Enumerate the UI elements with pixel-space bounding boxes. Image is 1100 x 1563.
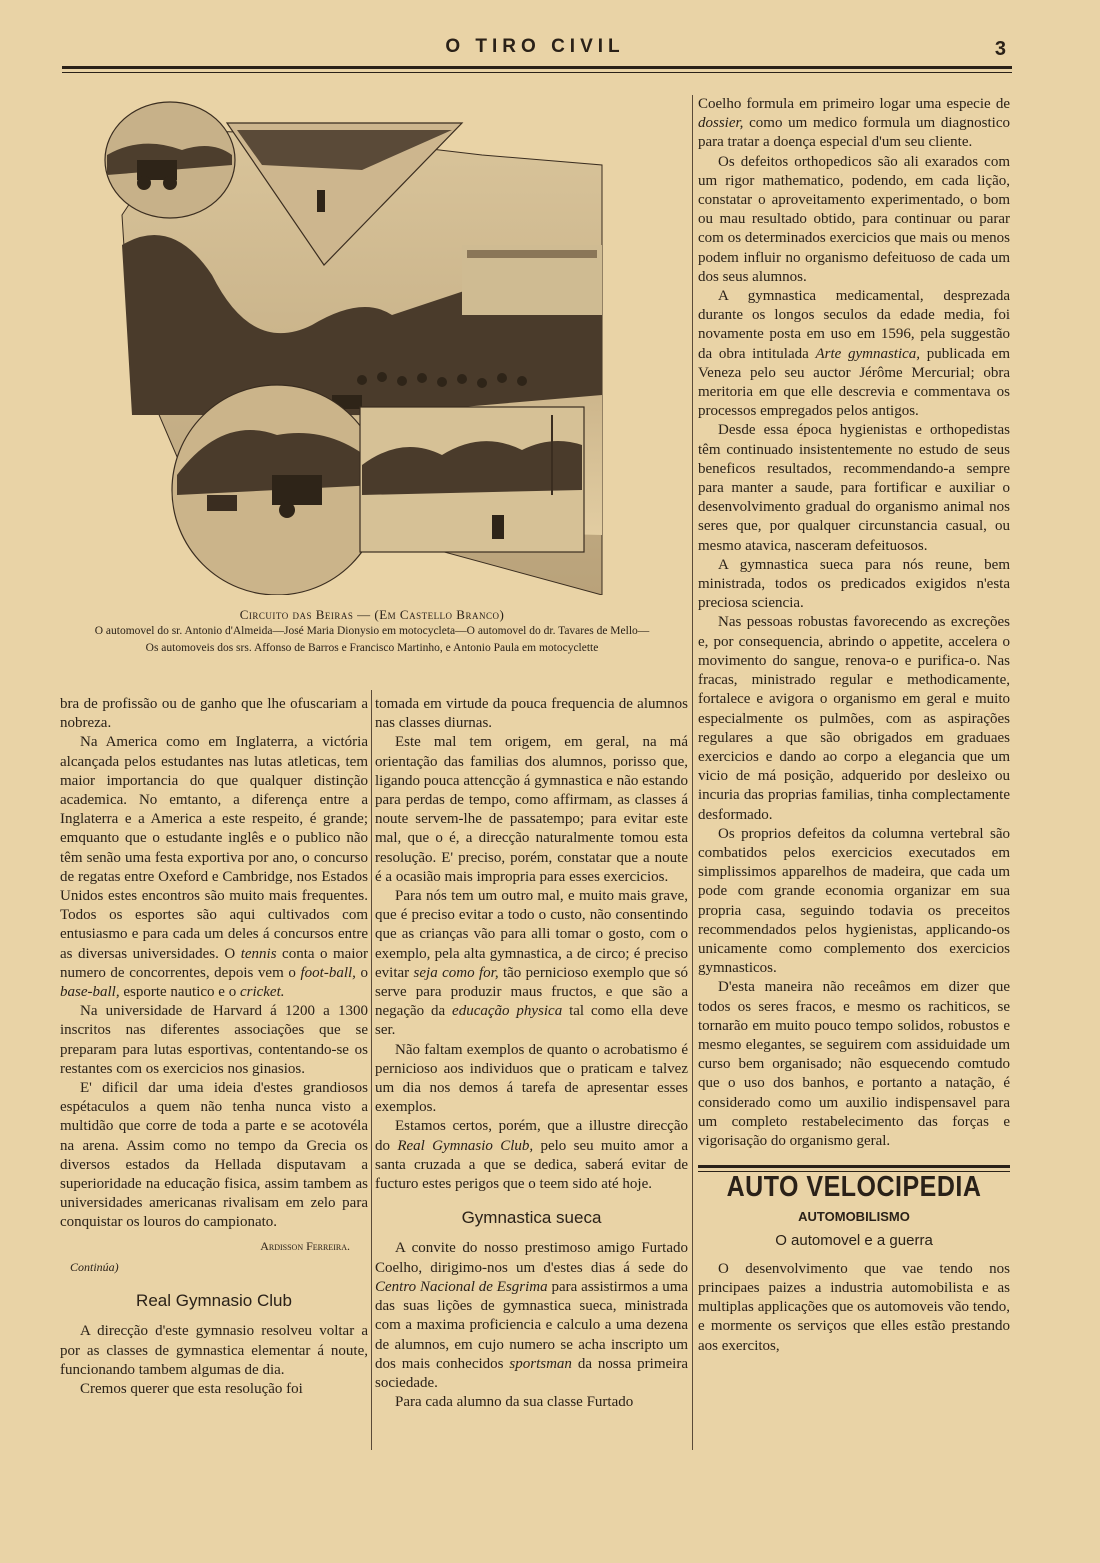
header-rule: [62, 66, 1012, 69]
section-heading: Real Gymnasio Club: [136, 1291, 292, 1311]
photo-caption: [62, 606, 682, 657]
circle-photo-bottom: [172, 385, 382, 595]
caption-line-1: O automovel do sr. Antonio d'Almeida—José Maria Dionysio em motocycleta—O automovel do dr. Tavares de Mello—: [94, 625, 650, 637]
paragraph: Coelho formula em primeiro logar uma especie de dossier, como um medico formula um diagnostico para tratar a doença especial d'um seu cliente.: [698, 96, 1010, 151]
paragraph: Este mal tem origem, em geral, na má orientação das familias dos alumnos, porisso que, ligando pouca attencção á gymnastica e não estando para perdas de tempo, como affirmam, as classes á noute servem-lhe de passatempo; para evitar este mal, que o é, a direcção naturalmente tomou esta resolução. E' preciso, porém, constatar que a noute é a ocasião mais impropria para esses exercicios.: [375, 734, 688, 885]
author-signature: Ardisson Ferreira.: [260, 1238, 350, 1253]
paragraph: Nas pessoas robustas favorecendo as excreções e, por consequencia, abrindo o appetite, accelera o movimento do sangue, renova-o e purifica-o. Nas fracas, ministrado regular e methodicamente, fortalece e avigora o organismo em geral e muito especialmente os pulmões, com as aspirações regulares a que são obrigados em graduaes exercicios e dando ao corpo a elegancia que um vicio de má posição, adquerido por desleixo ou incuria das proprias familias, tinha complectamente desformado.: [698, 614, 1010, 823]
paragraph: bra de profissão ou de ganho que lhe ofuscariam a nobreza.: [60, 696, 368, 732]
paragraph: Estamos certos, porém, que a illustre direcção do Real Gymnasio Club, pelo seu muito amor a santa cruzada a que se dedica, saberá evitar de fucturo estes perigos que o teem sido até hoje.: [375, 1118, 689, 1193]
article-title: O automovel e a guerra: [775, 1231, 933, 1249]
section-banner-heading: AUTO VELOCIPEDIA: [726, 1170, 982, 1204]
paragraph: Cremos querer que esta resolução foi: [80, 1380, 303, 1397]
paragraph: A convite do nosso prestimoso amigo Furtado Coelho, dirigimo-nos um d'estes dias á sede do Centro Nacional de Esgrima para assistirmos a uma das suas lições de gymnastica sueca, ministrada com a maxima proficiencia e calculo a uma dezena de alumnos, em cujo numero se acha inscripto um dos mais conhecidos sportsman da nossa primeira sociedade.: [375, 1240, 689, 1391]
paragraph: Não faltam exemplos de quanto o acrobatismo é pernicioso aos individuos que o praticam e talvez um dia nos demos á tarefa de apresentar esses exemplos.: [375, 1041, 688, 1116]
paragraph: Para cada alumno da sua classe Furtado: [395, 1394, 634, 1411]
article-column-3: [698, 95, 1010, 1356]
column-divider-2: [692, 95, 693, 1450]
paragraph: Na America como em Inglaterra, a victória alcançada pelos estudantes nas lutas atleticas, tem maior importancia do que qualquer distinção academica. No emtanto, a diferença entre a Inglaterra e a America a este respeito, é grande; emquanto que o estudante inglês e o publico não têm senão uma festa exportiva por ano, o concurso de regatas entre Oxeford e Cambridge, nos Estados Unidos estes encontros são muito mais frequentes. Todos os esportes são aqui cultivados com entusiasmo e para cada um deles á concursos entre as diversas universidades. O tennis conta o maior numero de concorrentes, depois vem o foot-ball, o base-ball, esporte nautico e o cricket.: [60, 734, 369, 1001]
paragraph: A gymnastica medicamental, desprezada durante os longos seculos da edade media, foi novamente posta em uso em 1596, pela suggestão da obra intitulada Arte gymnastica, publicada em Veneza pelo seu auctor Jérôme Mercurial; obra meritoria em que elle descrevia e commentava os processos empregados pelos antigos.: [698, 288, 1011, 420]
caption-line-2: Os automoveis dos srs. Affonso de Barros e Francisco Martinho, e Antonio Paula em motocyclette: [145, 642, 599, 654]
paragraph: Os proprios defeitos da columna vertebral são combatidos pelos exercicios executados em simplissimos apparelhos de madeira, que cada um pode com grande economia organizar em sua propria casa, seguindo todavia os preceitos recommendados pelos hygienistas, applicando-os unicamente como complemento dos exercicios gymnasticos.: [698, 825, 1010, 977]
newspaper-title: O TIRO CIVIL: [445, 36, 625, 57]
paragraph: Para nós tem um outro mal, e muito mais grave, que é preciso evitar a todo o custo, não consentindo que as crianças vão para alli tomar o gosto, com o exemplo, pela alta gymnastica, a de circo; é preciso evitar seja como for, tão pernicioso exemplo que só serve para produzir maus fructos, e que são a negação da educação physica tal como ella deve ser.: [375, 888, 688, 1039]
rect-photo-bottom-right: [360, 407, 584, 552]
column-divider-1: [371, 690, 372, 1450]
paragraph: A direcção d'este gymnasio resolveu voltar a por as classes de gymnastica elementar á noute, funcionando tambem algumas de dia.: [60, 1323, 368, 1378]
masthead: [60, 34, 1010, 64]
article-column-1: [60, 695, 368, 1399]
section-subheading: AUTOMOBILISMO: [798, 1209, 910, 1225]
article-column-2: [375, 695, 688, 1412]
section-heading: Gymnastica sueca: [461, 1208, 602, 1228]
paragraph: Os defeitos orthopedicos são ali exarados com um rigor mathematico, podendo, em cada lição, constatar o aproveitamento experimentado, o bom ou mau resultado obtido, para continuar ou parar com os determinados exercicios que mais ou menos podem influir no organismo defeituoso de cada um dos seus alumnos.: [698, 153, 1010, 285]
section-rule: [698, 1165, 1010, 1168]
page-number: 3: [994, 38, 1006, 60]
paragraph: E' dificil dar uma ideia d'estes grandiosos espétaculos a quem não tenha nunca visto a multidão que corre de toda a parte e se acotovéla na arena. Assim como no tempo da Grecia os diversos estados da Hellada disputavam a superioridade na educação fisica, assim tambem as universidades americanas rivalisam em zelo para conquistar os louros do campionato.: [60, 1080, 368, 1231]
photo-collage: [62, 95, 682, 595]
paragraph: O desenvolvimento que vae tendo nos principaes paizes a industria automobilista e as multiplas applicações que os automoveis vão tendo, e mormente os serviços que elles estão prestando aos exercitos,: [698, 1260, 1010, 1354]
paragraph: Na universidade de Harvard á 1200 a 1300 inscritos nas diferentes associações que se preparam para lutas esportivas, contentando-se os restantes com os exercicios nos ginasios.: [60, 1003, 368, 1077]
paragraph: Desde essa época hygienistas e orthopedistas têm continuado insistentemente no estudo de seus beneficos resultados, recommendando-a sempre para manter a saude, para fortificar e auxiliar o desenvolvimento gradual do organismo animal nos seres que, por qualquer circunstancia casual, ou mesmo atavica, nasceram defeituosos.: [698, 422, 1010, 554]
caption-title: Circuito das Beiras — (Em Castello Branco): [239, 607, 505, 622]
paragraph: tomada em virtude da pouca frequencia de alumnos nas classes diurnas.: [375, 696, 688, 732]
oval-photo-top-left: [105, 102, 235, 218]
header-rule-thin: [62, 72, 1012, 73]
paragraph: A gymnastica sueca para nós reune, bem ministrada, todos os predicados exigidos n'esta preciosa sciencia.: [698, 556, 1010, 612]
paragraph: D'esta maneira não receâmos em dizer que todos os seres fracos, e mesmo os rachiticos, se tornarão em muito pouco tempo solidos, robustos e mesmo elegantes, se seguirem com assiduidade um curso bem organisado; não esquecendo comtudo que o uso dos banhos, e portanto a natação, é considerado como um auxilio indispensavel para um completo restabelecimento das forças e vigorisação do organismo geral.: [698, 979, 1010, 1149]
continua-note: Continúa): [70, 1259, 119, 1274]
